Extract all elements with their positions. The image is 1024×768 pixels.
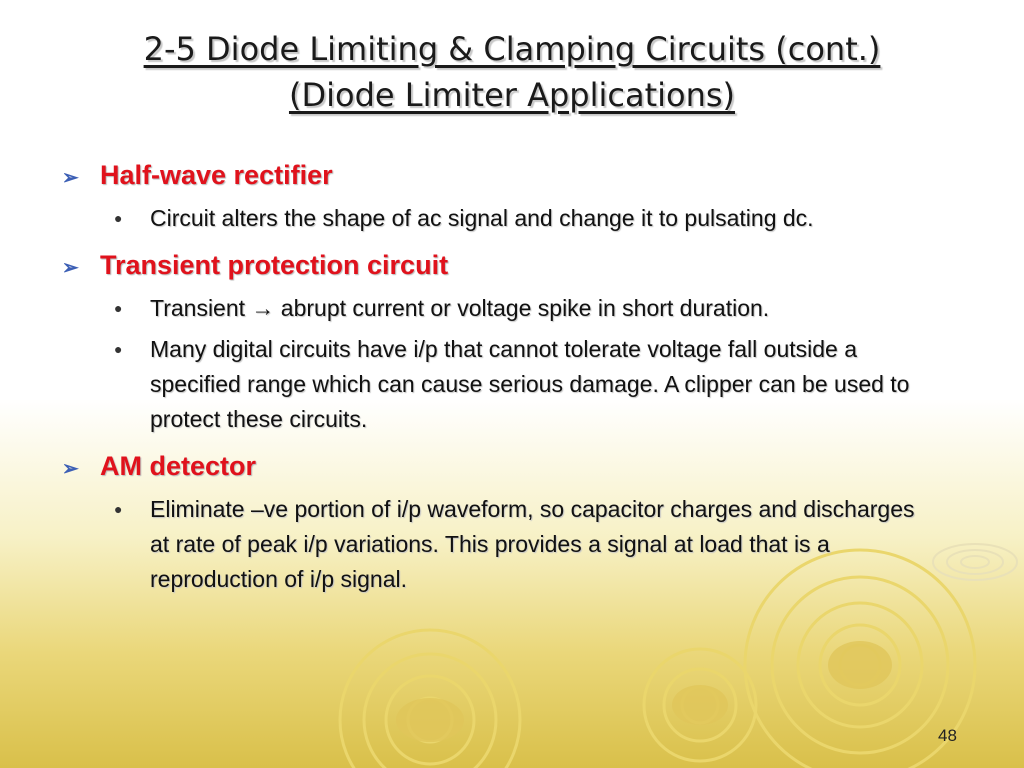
slide-title (0, 26, 1024, 118)
dot-icon: ● (114, 210, 123, 226)
section-half-wave-rectifier (62, 160, 962, 236)
section-heading-row (62, 451, 962, 482)
bullet-item (110, 201, 962, 236)
chevron-right-icon: ➢ (62, 167, 79, 189)
bullet-text: Transient → abrupt current or voltage spike in short duration. (150, 295, 770, 321)
bullet-item (110, 332, 962, 437)
slide-content (62, 160, 962, 611)
bullet-text: Eliminate –ve portion of i/p waveform, so capacitor charges and discharges at rate of peak i/p variations. This provides a signal at load that is a reproduction of i/p signal. (150, 496, 915, 592)
section-am-detector (62, 451, 962, 597)
bullet-item (110, 291, 962, 326)
bullet-item (110, 492, 962, 597)
bullet-text: Many digital circuits have i/p that cannot tolerate voltage fall outside a specified range which can cause serious damage. A clipper can be used to protect these circuits. (150, 336, 910, 432)
section-heading: AM detector (100, 451, 257, 481)
page-number: 48 (938, 726, 957, 745)
section-heading-row (62, 250, 962, 281)
chevron-right-icon: ➢ (62, 458, 79, 480)
section-heading: Transient protection circuit (100, 250, 449, 280)
bullet-text: Circuit alters the shape of ac signal and change it to pulsating dc. (150, 205, 814, 231)
chevron-right-icon: ➢ (62, 257, 79, 279)
section-transient-protection (62, 250, 962, 437)
section-heading: Half-wave rectifier (100, 160, 333, 190)
dot-icon: ● (114, 501, 123, 517)
section-heading-row (62, 160, 962, 191)
dot-icon: ● (114, 341, 123, 357)
dot-icon: ● (114, 300, 123, 316)
slide-title-line2: (Diode Limiter Applications) (288, 76, 736, 114)
slide-title-line1: 2-5 Diode Limiting & Clamping Circuits (cont.) (143, 30, 881, 68)
